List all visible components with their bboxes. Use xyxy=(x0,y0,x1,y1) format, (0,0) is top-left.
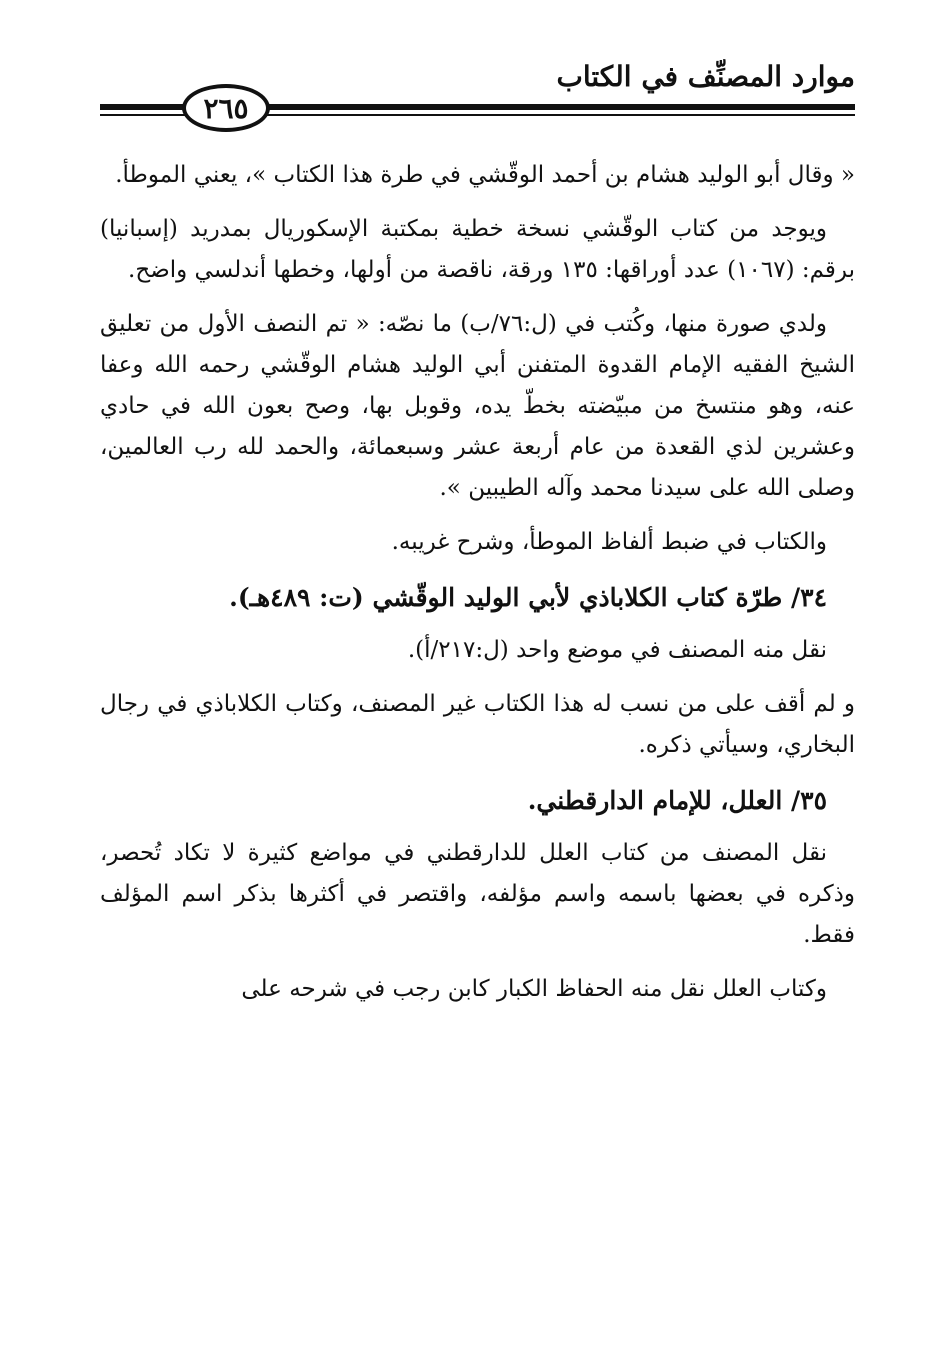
section-heading: ٣٥/ العلل، للإمام الدارقطني. xyxy=(527,786,827,815)
paragraph: نقل المصنف من كتاب العلل للدارقطني في مواضع كثيرة لا تكاد تُحصر، وذكره في بعضها باسمه واسم مؤلفه، واقتصر في أكثرها بذكر اسم المؤلف فقط. xyxy=(100,840,855,948)
page-number: ٢٦٥ xyxy=(203,91,249,125)
paragraph: وكتاب العلل نقل منه الحفاظ الكبار كابن رجب في شرحه على xyxy=(241,976,827,1002)
paragraph: ويوجد من كتاب الوقّشي نسخة خطية بمكتبة الإسكوريال بمدريد (إسبانيا) برقم: (١٠٦٧) عدد أوراقها: ١٣٥ ورقة، ناقصة من أولها، وخطها أندلسي واضح. xyxy=(100,216,855,283)
paragraph: نقل منه المصنف في موضع واحد (ل:٢١٧/أ). xyxy=(407,637,827,663)
paragraph: والكتاب في ضبط ألفاظ الموطأ، وشرح غريبه. xyxy=(391,529,827,555)
paragraph: ولدي صورة منها، وكُتب في (ل:٧٦/ب) ما نصّه: « تم النصف الأول من تعليق الشيخ الفقيه الإمام القدوة المتفنن أبي الوليد هشام الوقّشي رحمه الله وعفا عنه، وهو منتسخ من مبيّضته بخطّ يده، وقوبل بها، وصح بعون الله في حادي وعشرين لذي القعدة من عام أربعة عشر وسبعمائة، والحمد لله رب العالمين، وصلى الله على سيدنا محمد وآله الطيبين ». xyxy=(100,311,855,501)
running-header-title: موارد المصنِّف في الكتاب xyxy=(556,60,855,93)
page-body xyxy=(100,155,855,1023)
paragraph: و لم أقف على من نسب له هذا الكتاب غير المصنف، وكتاب الكلاباذي في رجال البخاري، وسيأتي ذكره. xyxy=(100,691,855,758)
paragraph: « وقال أبو الوليد هشام بن أحمد الوقّشي في طرة هذا الكتاب »، يعني الموطأ. xyxy=(115,162,855,188)
page-number-badge xyxy=(182,84,270,132)
section-heading: ٣٤/ طرّة كتاب الكلاباذي لأبي الوليد الوقّشي (ت: ٤٨٩هـ). xyxy=(229,583,827,612)
